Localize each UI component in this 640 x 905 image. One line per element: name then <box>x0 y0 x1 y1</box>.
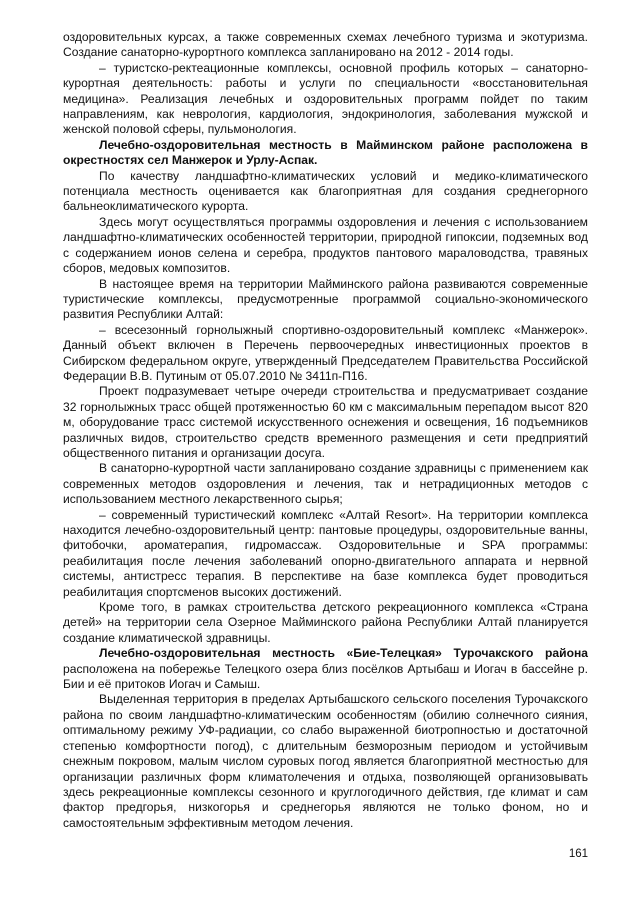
paragraph-text: расположена на побережье Телецкого озера близ посёлков Артыбаш и Иогач в бассейне р. Бии и её притоков Иогач и Самыш. <box>63 661 588 692</box>
paragraph-text: По качеству ландшафтно-климатических условий и медико-климатического потенциала местность оценивается как благоприятная для создания среднегорного бальнеоклиматического курорта. <box>63 168 588 214</box>
paragraph-10 <box>63 508 588 600</box>
paragraph-2 <box>63 61 588 138</box>
paragraph-11 <box>63 600 588 646</box>
paragraph-text: Здесь могут осуществляться программы оздоровления и лечения с использованием ландшафтно-климатических особенностей территории, природной гипоксии, подземных вод с содержанием ионов селена и серебра, продуктов пантового мараловодства, травяных сборов, медовых композитов. <box>63 214 588 276</box>
paragraph-13 <box>63 692 588 831</box>
paragraph-9 <box>63 461 588 507</box>
section-heading: Лечебно-оздоровительная местность «Бие-Телецкая» Турочакского района <box>99 646 588 661</box>
paragraph-text: – современный туристический комплекс «Алтай Resort». На территории комплекса находится лечебно-оздоровительный центр: пантовые процедуры, оздоровительные ванны, фитобочки, ароматерапия, гидромассаж. Оздоровительные и SPA программы: реабилитация после лечения заболеваний опорно-двигательного аппарата и нервной системы, антистресс терапия. В перспективе на базе комплекса будет проводиться реабилитация спортсменов высоких достижений. <box>63 507 588 599</box>
paragraph-text: – всесезонный горнолыжный спортивно-оздоровительный комплекс «Манжерок». Данный объект включен в Перечень первоочередных инвестиционных проектов в Сибирском федеральном округе, утвержденный Председателем Правительства Российской Федерации В.В. Путиным от 05.07.2010 № 3411п-П16. <box>63 322 588 383</box>
paragraph-text: В настоящее время на территории Майминского района развиваются современные туристические комплексы, предусмотренные программой социально-экономического развития Республики Алтай: <box>63 276 588 322</box>
paragraph-1 <box>63 30 588 61</box>
paragraph-text: В санаторно-курортной части запланировано создание здравницы с применением как современных методов оздоровления и лечения, так и нетрадиционных методов с использованием местного лекарственного сырья; <box>63 461 588 507</box>
document-body <box>63 30 588 831</box>
paragraph-6 <box>63 277 588 323</box>
paragraph-12-heading <box>63 646 588 692</box>
paragraph-text: Проект подразумевает четыре очереди строительства и предусматривает создание 32 горнолыжных трасс общей протяженностью 60 км с максимальным перепадом высот 820 м, оборудование трасс системой искусственного оснежения и освещения, 16 подъемников различных видов, строительство средств временного размещения и сети предприятий общественного питания и организации досуга. <box>63 384 588 460</box>
paragraph-text: Выделенная территория в пределах Артыбашского сельского поселения Турочакского района по своим ландшафтно-климатическим особенностям (обилию солнечного сияния, оптимальному режиму УФ-радиации, со слабо выраженной биотропностью и достаточной степенью комфортности погод), с длительным безморозным периодом и устойчивым снежным покровом, малым числом суровых погод является благоприятной местностью для организации различных форм климатолечения и отдыха, позволяющей организовывать здесь рекреационные комплексы сезонного и круглогодичного действия, где климат и сам фактор предгорья, низкогорья и среднегорья являются не только фоном, но и самостоятельным эффективным методом лечения. <box>63 692 588 830</box>
paragraph-text: оздоровительных курсах, а также современных схемах лечебного туризма и экотуризма. Создание санаторно-курортного комплекса запланировано на 2012 - 2014 годы. <box>63 30 588 60</box>
section-heading: Лечебно-оздоровительная местность в Майминском районе расположена в окрестностях сел Манжерок и Урлу-Аспак. <box>63 137 588 168</box>
paragraph-3-heading <box>63 138 588 169</box>
paragraph-text: – туристско-ректеационные комплексы, основной профиль которых – санаторно-курортная деятельность: работы и услуги по специальности «восстановительная медицина». Реализация лечебных и оздоровительных программ пойдет по таким направлениям, как неврология, кардиология, эндокринология, заболевания мужской и женской половой сферы, пульмонология. <box>63 60 588 137</box>
paragraph-7 <box>63 323 588 385</box>
paragraph-4 <box>63 169 588 215</box>
paragraph-text: Кроме того, в рамках строительства детского рекреационного комплекса «Страна детей» на территории села Озерное Майминского района Республики Алтай планируется создание климатической здравницы. <box>63 600 588 645</box>
paragraph-8 <box>63 384 588 461</box>
paragraph-5 <box>63 215 588 277</box>
page-number: 161 <box>568 848 588 860</box>
